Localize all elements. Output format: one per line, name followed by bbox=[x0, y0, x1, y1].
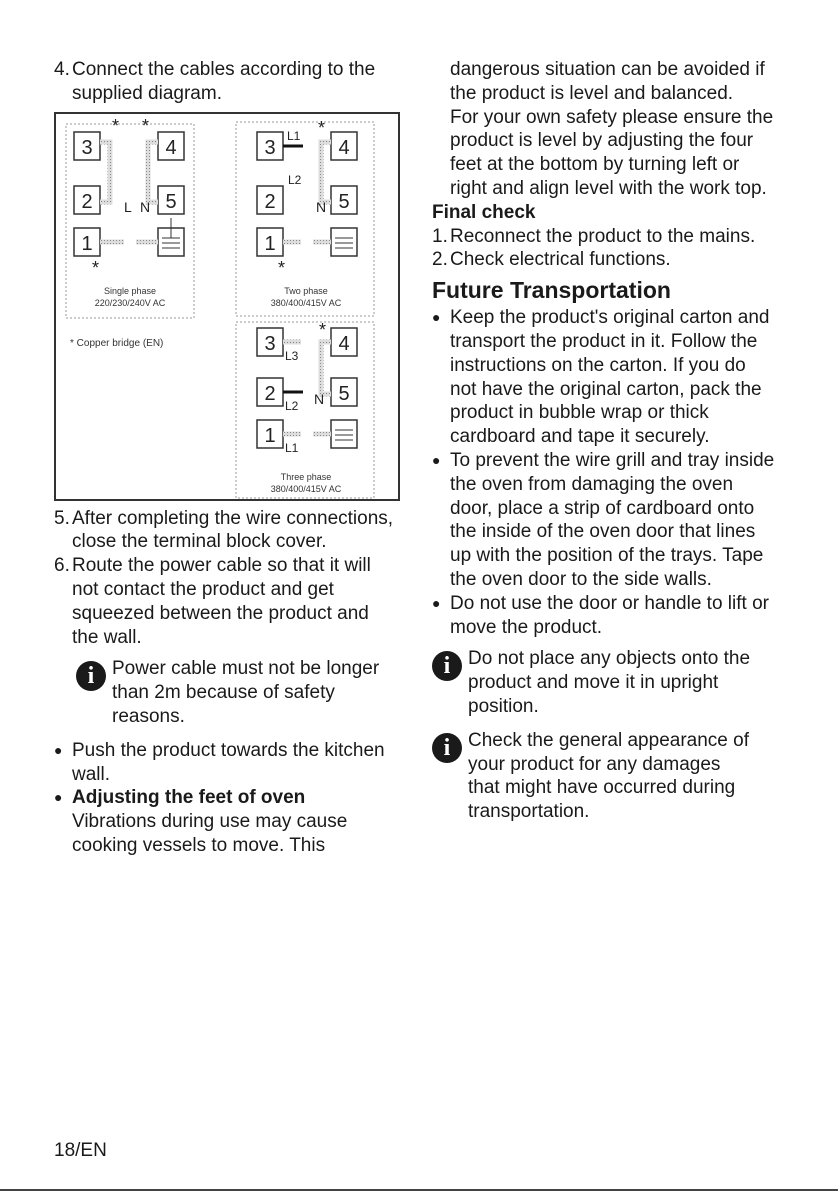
svg-text:L3: L3 bbox=[285, 348, 299, 363]
svg-text:380/400/415V AC: 380/400/415V AC bbox=[270, 297, 342, 308]
svg-text:3: 3 bbox=[264, 332, 276, 355]
step-number: 6. bbox=[54, 555, 70, 577]
final-check-item bbox=[432, 225, 792, 249]
svg-text:5: 5 bbox=[338, 190, 350, 213]
note-text: position. bbox=[468, 695, 539, 717]
note-text: that might have occurred during bbox=[468, 777, 736, 799]
note-text: than 2m because of safety bbox=[112, 682, 335, 704]
step-number: 4. bbox=[54, 59, 70, 80]
bullet-text: transport the product in it. Follow the bbox=[450, 330, 758, 352]
svg-text:1: 1 bbox=[264, 232, 276, 255]
info-note-cable bbox=[54, 657, 404, 728]
step-text: Check electrical functions. bbox=[450, 249, 671, 271]
body-text: product is level by adjusting the four bbox=[450, 130, 754, 152]
svg-text:3: 3 bbox=[264, 136, 276, 159]
bullet-text: the oven door to the side walls. bbox=[450, 568, 712, 590]
svg-text:4: 4 bbox=[338, 136, 350, 159]
bullet-text: Keep the product's original carton and bbox=[450, 307, 770, 329]
bullet-text: To prevent the wire grill and tray inside bbox=[450, 449, 775, 471]
bullet-text: product in bubble wrap or thick bbox=[450, 402, 709, 424]
feet-continued bbox=[432, 58, 792, 201]
step-6 bbox=[54, 554, 404, 649]
step-text: Connect the cables according to the bbox=[72, 59, 376, 80]
bullet-icon: ● bbox=[54, 741, 63, 758]
info-icon: i bbox=[432, 651, 462, 681]
svg-text:Three phase: Three phase bbox=[280, 471, 332, 482]
bullet-icon: ● bbox=[432, 309, 441, 326]
step-text: squeezed between the product and bbox=[72, 602, 369, 624]
right-column bbox=[432, 58, 792, 834]
bullet-icon: ● bbox=[432, 594, 441, 611]
bullet-cardboard-strip bbox=[432, 449, 792, 592]
note-text: your product for any damages bbox=[468, 753, 721, 775]
three-phase-panel bbox=[236, 320, 374, 498]
left-column bbox=[54, 58, 404, 858]
svg-text:220/230/240V AC: 220/230/240V AC bbox=[94, 297, 166, 308]
svg-text:*: * bbox=[278, 257, 286, 278]
step-text: supplied diagram. bbox=[72, 82, 222, 104]
svg-text:2: 2 bbox=[81, 190, 93, 213]
note-text: reasons. bbox=[112, 705, 185, 727]
future-transportation-heading: Future Transportation bbox=[432, 277, 671, 304]
svg-text:2: 2 bbox=[264, 190, 276, 213]
svg-text:N: N bbox=[316, 198, 327, 215]
note-text: transportation. bbox=[468, 801, 590, 823]
info-icon: i bbox=[76, 661, 106, 691]
step-text: not contact the product and get bbox=[72, 578, 334, 600]
svg-text:Single phase: Single phase bbox=[103, 285, 157, 296]
step-4 bbox=[54, 58, 404, 106]
body-text: right and align level with the work top. bbox=[450, 177, 767, 199]
note-text: Check the general appearance of bbox=[468, 729, 749, 751]
note-text: Power cable must not be longer bbox=[112, 658, 380, 680]
bullet-text: cooking vessels to move. This bbox=[72, 834, 326, 856]
step-5 bbox=[54, 507, 404, 555]
info-icon: i bbox=[432, 733, 462, 763]
bullet-text: wall. bbox=[72, 763, 111, 785]
step-number: 1. bbox=[432, 225, 448, 247]
svg-text:5: 5 bbox=[165, 190, 177, 213]
svg-text:*: * bbox=[142, 115, 150, 136]
bullet-door-handle bbox=[432, 592, 792, 640]
bullet-text: cardboard and tape it securely. bbox=[450, 426, 710, 448]
two-phase-panel bbox=[236, 118, 374, 316]
step-text: Route the power cable so that it will bbox=[72, 555, 371, 577]
bullet-text: Push the product towards the kitchen bbox=[72, 739, 385, 761]
svg-text:2: 2 bbox=[264, 382, 276, 405]
svg-text:1: 1 bbox=[81, 232, 93, 255]
svg-text:4: 4 bbox=[338, 332, 350, 355]
bullet-icon: ● bbox=[54, 789, 63, 806]
note-text: Do not place any objects onto the bbox=[468, 648, 751, 670]
info-note-appearance bbox=[432, 729, 792, 824]
bullet-text: not have the original carton, pack the bbox=[450, 378, 762, 400]
svg-text:N: N bbox=[314, 390, 325, 407]
wiring-diagram bbox=[54, 112, 400, 501]
info-note-objects bbox=[432, 647, 792, 718]
step-number: 2. bbox=[432, 249, 448, 271]
svg-text:*: * bbox=[112, 115, 120, 136]
bullet-text: instructions on the carton. If you do bbox=[450, 354, 746, 376]
svg-text:3: 3 bbox=[81, 136, 93, 159]
bullet-text: up with the position of the trays. Tape bbox=[450, 545, 764, 567]
step-text: close the terminal block cover. bbox=[72, 531, 327, 553]
svg-text:*: * bbox=[92, 257, 100, 278]
bullet-icon: ● bbox=[432, 451, 441, 468]
bullet-text: Vibrations during use may cause bbox=[72, 811, 348, 833]
step-text: the wall. bbox=[72, 626, 142, 648]
bullet-text: the oven from damaging the oven bbox=[450, 473, 734, 495]
body-text: dangerous situation can be avoided if bbox=[450, 59, 765, 80]
svg-text:L2: L2 bbox=[288, 172, 302, 187]
bullet-text: move the product. bbox=[450, 616, 603, 638]
bullet-adjust-feet bbox=[54, 786, 404, 857]
svg-text:Two phase: Two phase bbox=[284, 285, 328, 296]
svg-text:5: 5 bbox=[338, 382, 350, 405]
page-number: 18/EN bbox=[54, 1140, 107, 1161]
bullet-push-product bbox=[54, 739, 404, 787]
single-phase-panel bbox=[66, 116, 194, 318]
bullet-text: the inside of the oven door that lines bbox=[450, 521, 756, 543]
step-number: 5. bbox=[54, 507, 70, 529]
bullet-text: Do not use the door or handle to lift or bbox=[450, 592, 769, 614]
final-check-item bbox=[432, 248, 792, 272]
svg-text:*: * bbox=[319, 319, 327, 340]
bullet-text: door, place a strip of cardboard onto bbox=[450, 497, 755, 519]
body-text: the product is level and balanced. bbox=[450, 82, 734, 104]
bullet-original-carton bbox=[432, 306, 792, 449]
svg-text:L2: L2 bbox=[285, 398, 299, 413]
svg-text:1: 1 bbox=[264, 424, 276, 447]
svg-text:L1: L1 bbox=[285, 440, 299, 455]
svg-text:380/400/415V AC: 380/400/415V AC bbox=[270, 483, 342, 494]
svg-text:4: 4 bbox=[165, 136, 177, 159]
final-check-heading: Final check bbox=[432, 201, 536, 223]
step-text: After completing the wire connections, bbox=[72, 507, 394, 529]
subheading: Adjusting the feet of oven bbox=[72, 787, 306, 809]
svg-text:L1: L1 bbox=[287, 128, 301, 143]
body-text: For your own safety please ensure the bbox=[450, 106, 774, 128]
svg-text:N: N bbox=[140, 198, 151, 215]
note-text: product and move it in upright bbox=[468, 672, 719, 694]
body-text: feet at the bottom by turning left or bbox=[450, 154, 740, 176]
bridge-note: * Copper bridge (EN) bbox=[70, 337, 164, 349]
svg-text:*: * bbox=[318, 117, 326, 138]
step-text: Reconnect the product to the mains. bbox=[450, 225, 756, 247]
svg-text:L: L bbox=[124, 198, 132, 215]
